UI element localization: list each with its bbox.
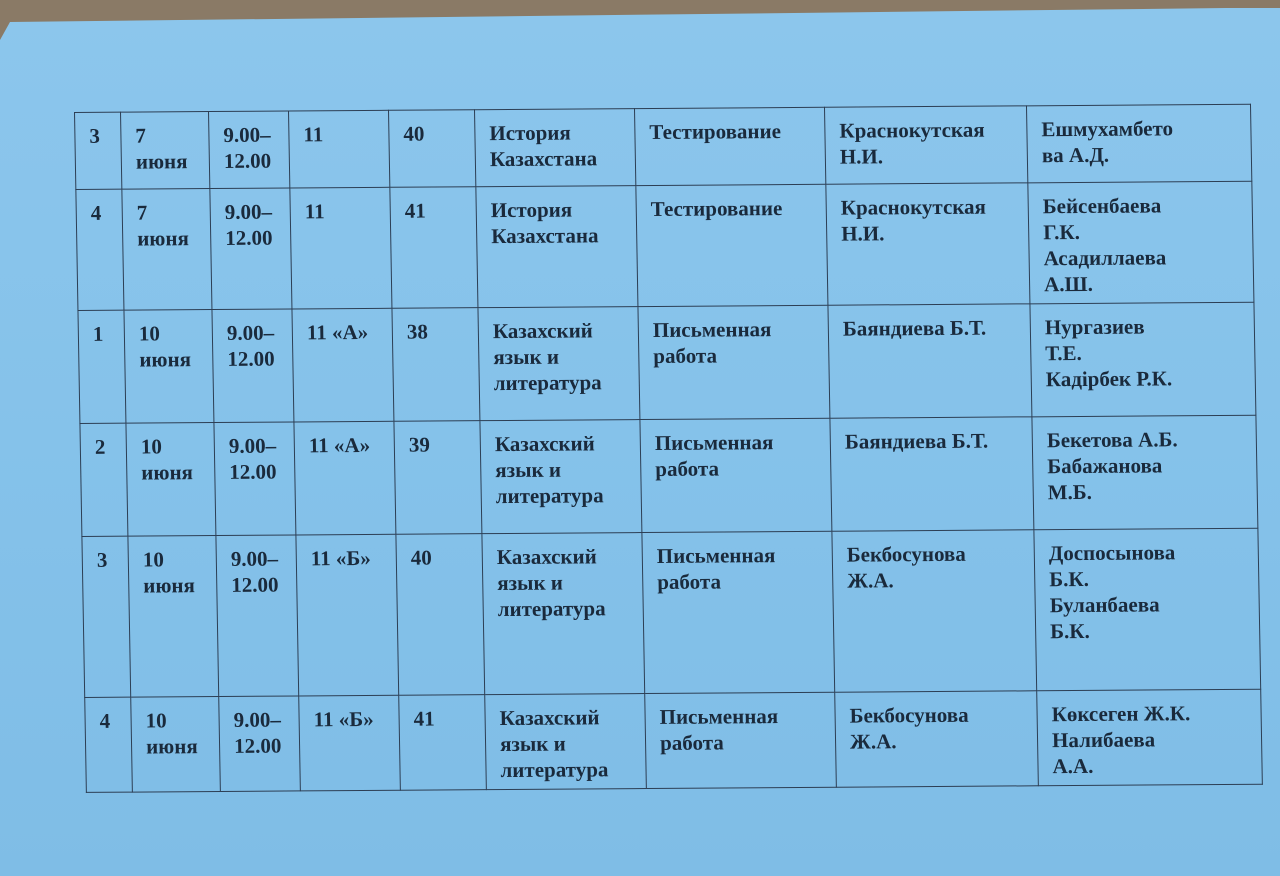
cell-room: 41 [399,695,487,791]
cell-form: Письменная работа [640,418,832,532]
cell-subject: История Казахстана [474,109,635,187]
cell-date: 10 июня [126,423,216,537]
cell-time: 9.00– 12.00 [209,111,290,189]
cell-form: Письменная работа [645,692,837,788]
cell-form: Тестирование [636,184,828,306]
cell-date: 7 июня [121,112,210,190]
cell-teacher: Бекбосунова Ж.А. [832,530,1037,692]
cell-number: 3 [75,112,122,189]
exam-schedule-table-wrapper [74,104,1262,793]
cell-room: 41 [390,187,478,309]
cell-subject: История Казахстана [476,186,638,308]
cell-form: Письменная работа [642,531,835,693]
cell-assistants: Доспосынова Б.К. Буланбаева Б.К. [1034,528,1261,691]
cell-teacher: Бекбосунова Ж.А. [835,691,1039,787]
cell-number: 4 [76,189,124,310]
cell-date: 10 июня [131,697,221,793]
table-row [76,181,1254,310]
cell-time: 9.00– 12.00 [212,309,294,423]
cell-assistants: Көксеген Ж.К. Налибаева А.А. [1037,689,1263,786]
cell-time: 9.00– 12.00 [210,188,292,310]
cell-teacher: Баяндиева Б.Т. [828,304,1032,418]
cell-room: 40 [389,110,476,188]
cell-class: 11 «Б» [296,534,399,696]
exam-schedule-table [74,104,1263,793]
cell-assistants: Нургазиев Т.Е. Кадірбек Р.К. [1030,302,1256,417]
cell-number: 3 [82,536,131,697]
cell-teacher: Баяндиева Б.Т. [830,417,1034,531]
cell-room: 38 [392,308,480,422]
cell-date: 10 июня [128,536,219,698]
cell-time: 9.00– 12.00 [216,535,299,697]
table-row [78,302,1256,423]
cell-time: 9.00– 12.00 [219,696,301,792]
cell-number: 1 [78,310,126,423]
cell-room: 39 [394,421,482,535]
cell-number: 2 [80,423,128,536]
cell-form: Письменная работа [638,305,830,419]
cell-assistants: Бекетова А.Б. Бабажанова М.Б. [1032,415,1258,530]
cell-class: 11 «А» [292,308,394,422]
cell-form: Тестирование [634,107,825,185]
cell-date: 7 июня [122,189,212,311]
table-row [80,415,1258,536]
cell-subject: Казахский язык и литература [482,533,645,695]
cell-number: 4 [85,697,133,792]
cell-room: 40 [396,534,485,696]
cell-class: 11 [289,110,390,188]
table-row [85,689,1263,792]
cell-teacher: Краснокутская Н.И. [826,183,1030,305]
table-row [82,528,1261,697]
cell-time: 9.00– 12.00 [214,422,296,536]
cell-subject: Казахский язык и литература [485,694,647,790]
cell-date: 10 июня [124,310,214,424]
cell-class: 11 [290,187,392,309]
cell-teacher: Краснокутская Н.И. [824,106,1027,184]
cell-class: 11 «Б» [299,695,401,791]
cell-subject: Казахский язык и литература [478,307,640,421]
cell-class: 11 «А» [294,421,396,535]
cell-assistants: Бейсенбаева Г.К. Асадиллаева А.Ш. [1028,181,1254,304]
table-row [75,104,1252,189]
cell-assistants: Ешмухамбето ва А.Д. [1026,104,1251,183]
cell-subject: Казахский язык и литература [480,420,642,534]
